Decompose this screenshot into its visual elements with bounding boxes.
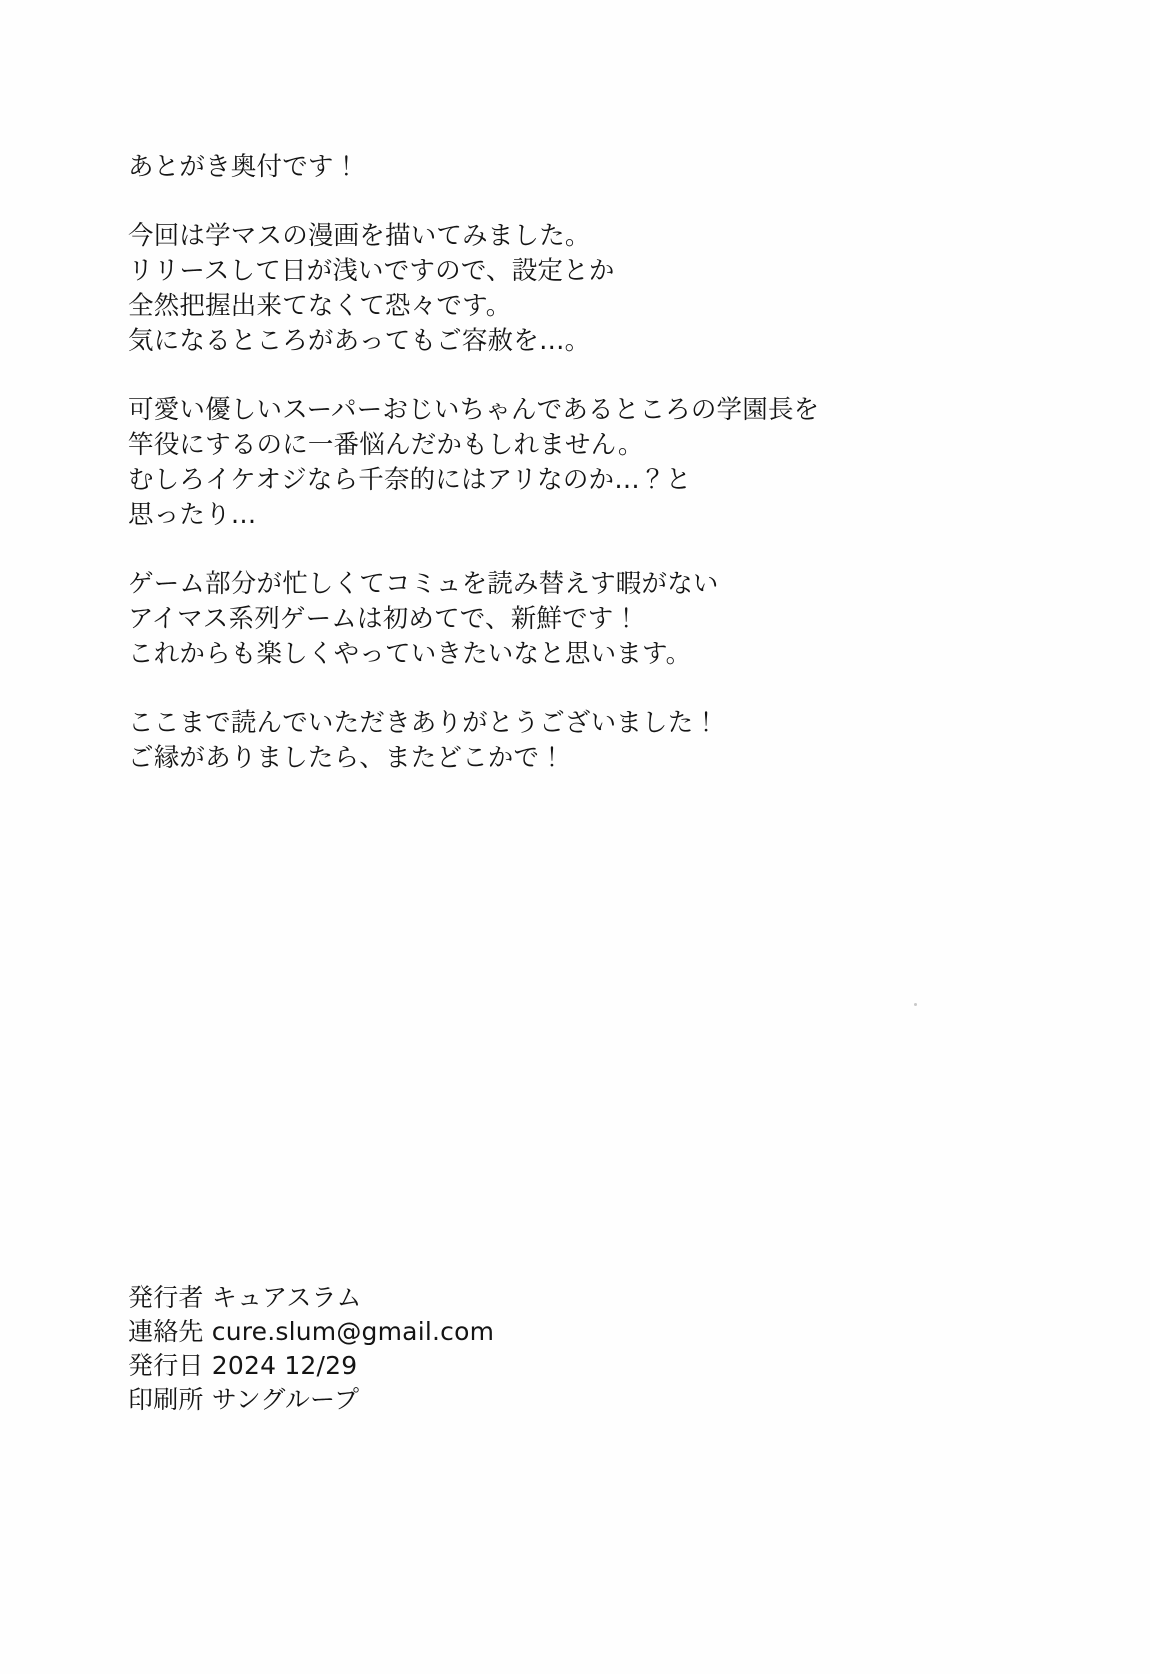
colophon-publish-date: 発行日 2024 12/29 <box>128 1351 358 1380</box>
afterword-line: あとがき奥付です！ <box>128 152 360 182</box>
colophon-printer: 印刷所 サングループ <box>128 1385 360 1414</box>
afterword-line: むしろイケオジなら千奈的にはアリなのか…？と <box>128 465 692 495</box>
afterword-paragraph-1 <box>128 219 1008 359</box>
afterword-line: 今回は学マスの漫画を描いてみました。 <box>128 221 591 251</box>
afterword-paragraph-4 <box>128 706 1008 776</box>
afterword-line: ここまで読んでいただきありがとうございました！ <box>128 708 720 738</box>
afterword-line: アイマス系列ゲームは初めてで、新鮮です！ <box>128 604 640 634</box>
colophon-contact: 連絡先 cure.slum@gmail.com <box>128 1317 495 1346</box>
afterword-paragraph-2 <box>128 393 1008 533</box>
afterword-text-block <box>128 150 1008 776</box>
page-speck <box>914 1003 917 1006</box>
colophon-block <box>128 1281 828 1417</box>
afterword-line: リリースして日が浅いですので、設定とか <box>128 256 615 286</box>
afterword-line: ゲーム部分が忙しくてコミュを読み替えす暇がない <box>128 569 719 599</box>
afterword-line: ご縁がありましたら、またどこかで！ <box>128 743 565 773</box>
afterword-line: これからも楽しくやっていきたいなと思います。 <box>128 639 692 669</box>
afterword-paragraph-3 <box>128 567 1008 672</box>
colophon-publisher: 発行者 キュアスラム <box>128 1283 362 1312</box>
afterword-paragraph-heading <box>128 150 1008 185</box>
afterword-line: 気になるところがあってもご容赦を…。 <box>128 326 591 356</box>
afterword-line: 全然把握出来てなくて恐々です。 <box>128 291 512 321</box>
afterword-line: 竿役にするのに一番悩んだかもしれません。 <box>128 430 644 460</box>
afterword-line: 思ったり… <box>128 500 257 530</box>
afterword-line: 可愛い優しいスーパーおじいちゃんであるところの学園長を <box>128 395 820 425</box>
